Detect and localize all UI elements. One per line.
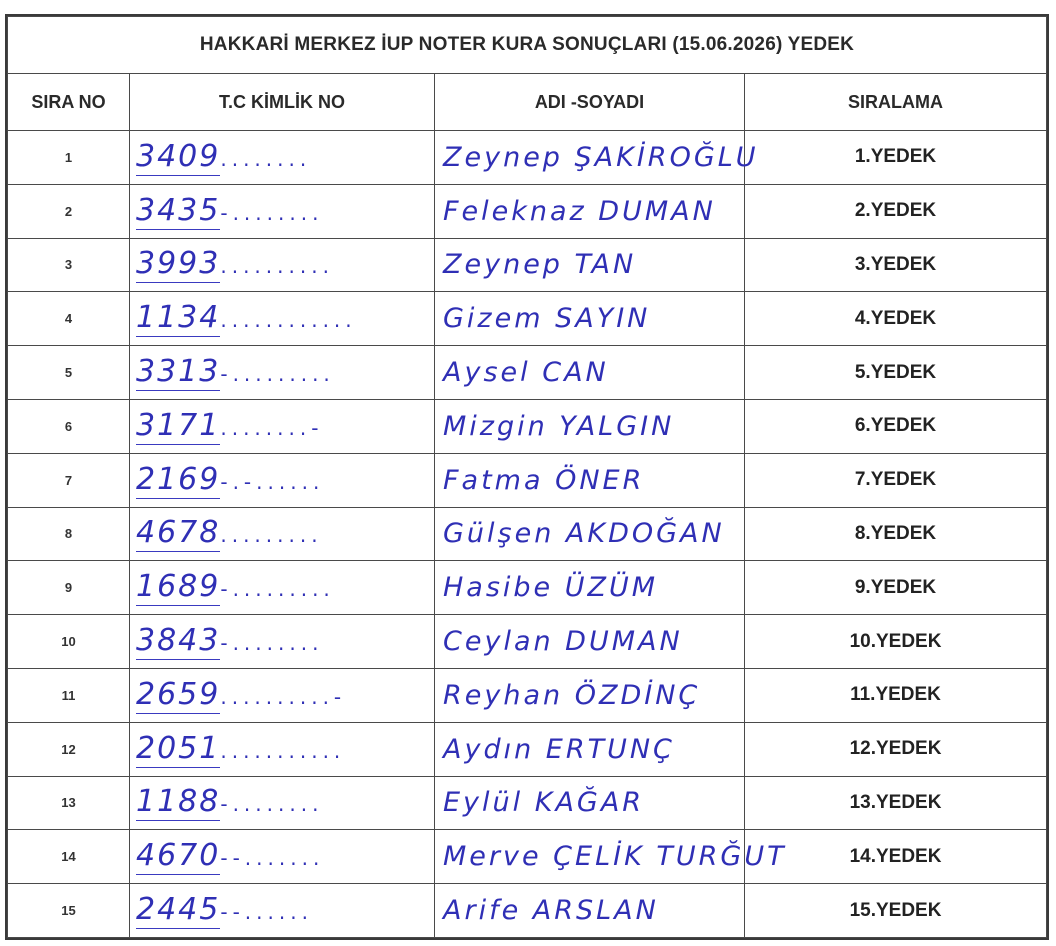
tc-kimlik-digits: 3435 <box>136 192 221 228</box>
full-name: Zeynep TAN <box>435 238 745 292</box>
rank-label: 14.YEDEK <box>745 830 1047 884</box>
full-name: Gizem SAYIN <box>435 292 745 346</box>
full-name: Reyhan ÖZDİNÇ <box>435 668 745 722</box>
table-row <box>8 238 1047 292</box>
tc-kimlik-cell <box>130 399 435 453</box>
document-sheet <box>5 14 1049 940</box>
tc-kimlik-digits: 2659 <box>136 676 221 712</box>
table-row <box>8 668 1047 722</box>
tc-kimlik-masked: --....... <box>220 846 325 871</box>
table-row <box>8 884 1047 938</box>
row-number: 6 <box>8 399 130 453</box>
row-number: 13 <box>8 776 130 830</box>
table-body <box>8 131 1047 938</box>
rank-label: 7.YEDEK <box>745 453 1047 507</box>
full-name: Aydın ERTUNÇ <box>435 722 745 776</box>
header-tc-kimlik-no: T.C KİMLİK NO <box>130 74 435 131</box>
table-row <box>8 131 1047 185</box>
rank-label: 4.YEDEK <box>745 292 1047 346</box>
full-name: Merve ÇELİK TURĞUT <box>435 830 745 884</box>
full-name: Mizgin YALGIN <box>435 399 745 453</box>
row-number: 3 <box>8 238 130 292</box>
row-number: 10 <box>8 615 130 669</box>
tc-kimlik-digits: 3171 <box>136 407 221 443</box>
tc-kimlik-cell <box>130 561 435 615</box>
rank-label: 1.YEDEK <box>745 131 1047 185</box>
tc-kimlik-cell <box>130 292 435 346</box>
full-name: Gülşen AKDOĞAN <box>435 507 745 561</box>
tc-kimlik-cell <box>130 346 435 400</box>
tc-kimlik-masked: -......... <box>220 362 335 387</box>
row-number: 5 <box>8 346 130 400</box>
tc-kimlik-cell <box>130 615 435 669</box>
tc-kimlik-masked: .......... <box>220 254 334 279</box>
tc-kimlik-cell <box>130 238 435 292</box>
row-number: 8 <box>8 507 130 561</box>
results-table <box>7 16 1047 938</box>
tc-kimlik-cell <box>130 776 435 830</box>
full-name: Eylül KAĞAR <box>435 776 745 830</box>
row-number: 14 <box>8 830 130 884</box>
full-name: Zeynep ŞAKİROĞLU <box>435 131 745 185</box>
tc-kimlik-digits: 2169 <box>136 461 221 497</box>
row-number: 2 <box>8 184 130 238</box>
tc-kimlik-cell <box>130 668 435 722</box>
tc-kimlik-cell <box>130 507 435 561</box>
rank-label: 8.YEDEK <box>745 507 1047 561</box>
tc-kimlik-masked: -......... <box>220 577 335 602</box>
tc-kimlik-digits: 1134 <box>136 300 221 336</box>
tc-kimlik-masked: -.-...... <box>220 469 325 494</box>
row-number: 11 <box>8 668 130 722</box>
row-number: 4 <box>8 292 130 346</box>
table-row <box>8 776 1047 830</box>
row-number: 15 <box>8 884 130 938</box>
document-title: HAKKARİ MERKEZ İUP NOTER KURA SONUÇLARI (15.06.2026) YEDEK <box>8 17 1047 74</box>
tc-kimlik-digits: 3993 <box>136 246 221 282</box>
full-name: Hasibe ÜZÜM <box>435 561 745 615</box>
tc-kimlik-digits: 1689 <box>136 569 221 605</box>
tc-kimlik-masked: -........ <box>220 792 324 817</box>
rank-label: 13.YEDEK <box>745 776 1047 830</box>
tc-kimlik-cell <box>130 131 435 185</box>
tc-kimlik-digits: 2051 <box>136 730 221 766</box>
table-row <box>8 561 1047 615</box>
tc-kimlik-cell <box>130 830 435 884</box>
tc-kimlik-cell <box>130 184 435 238</box>
row-number: 12 <box>8 722 130 776</box>
full-name: Fatma ÖNER <box>435 453 745 507</box>
rank-label: 10.YEDEK <box>745 615 1047 669</box>
table-row <box>8 399 1047 453</box>
tc-kimlik-cell <box>130 884 435 938</box>
tc-kimlik-masked: ......... <box>220 523 323 548</box>
tc-kimlik-masked: ........- <box>220 415 324 440</box>
header-adi-soyadi: ADI -SOYADI <box>435 74 745 131</box>
table-row <box>8 507 1047 561</box>
table-row <box>8 184 1047 238</box>
full-name: Arife ARSLAN <box>435 884 745 938</box>
tc-kimlik-digits: 1188 <box>136 784 221 820</box>
table-row <box>8 722 1047 776</box>
tc-kimlik-digits: 4670 <box>136 838 221 874</box>
row-number: 9 <box>8 561 130 615</box>
tc-kimlik-masked: -........ <box>220 631 324 656</box>
table-row <box>8 346 1047 400</box>
tc-kimlik-masked: ........... <box>220 738 346 763</box>
rank-label: 5.YEDEK <box>745 346 1047 400</box>
rank-label: 12.YEDEK <box>745 722 1047 776</box>
table-row <box>8 615 1047 669</box>
full-name: Feleknaz DUMAN <box>435 184 745 238</box>
tc-kimlik-masked: --...... <box>220 900 313 925</box>
tc-kimlik-digits: 4678 <box>136 515 221 551</box>
row-number: 1 <box>8 131 130 185</box>
tc-kimlik-masked: ........ <box>220 146 312 171</box>
tc-kimlik-digits: 3313 <box>136 354 221 390</box>
rank-label: 6.YEDEK <box>745 399 1047 453</box>
rank-label: 2.YEDEK <box>745 184 1047 238</box>
table-row <box>8 292 1047 346</box>
header-sira-no: SIRA NO <box>8 74 130 131</box>
header-siralama: SIRALAMA <box>745 74 1047 131</box>
rank-label: 9.YEDEK <box>745 561 1047 615</box>
table-row <box>8 453 1047 507</box>
tc-kimlik-digits: 2445 <box>136 892 221 928</box>
tc-kimlik-digits: 3843 <box>136 623 221 659</box>
tc-kimlik-masked: -........ <box>220 200 324 225</box>
rank-label: 3.YEDEK <box>745 238 1047 292</box>
tc-kimlik-masked: ..........- <box>220 684 347 709</box>
full-name: Ceylan DUMAN <box>435 615 745 669</box>
tc-kimlik-cell <box>130 453 435 507</box>
table-row <box>8 830 1047 884</box>
tc-kimlik-cell <box>130 722 435 776</box>
row-number: 7 <box>8 453 130 507</box>
rank-label: 15.YEDEK <box>745 884 1047 938</box>
rank-label: 11.YEDEK <box>745 668 1047 722</box>
tc-kimlik-masked: ............ <box>220 308 357 333</box>
full-name: Aysel CAN <box>435 346 745 400</box>
tc-kimlik-digits: 3409 <box>136 138 221 174</box>
